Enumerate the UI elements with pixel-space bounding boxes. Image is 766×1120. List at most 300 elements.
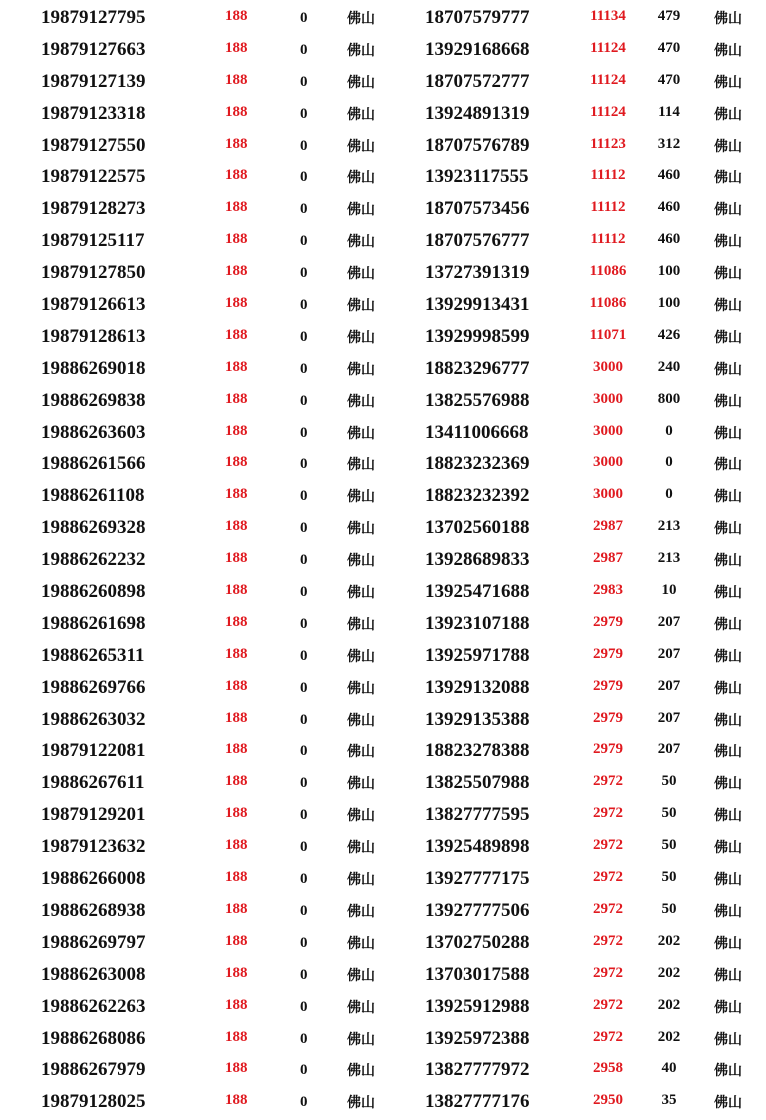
city-left: 佛山	[347, 553, 375, 570]
zero-value: 0	[300, 392, 308, 409]
list-row	[0, 1052, 766, 1084]
price-left: 188	[225, 964, 248, 981]
list-row	[0, 606, 766, 638]
zero-value: 0	[300, 488, 308, 505]
price-right: 11112	[590, 231, 626, 248]
city-left: 佛山	[347, 616, 375, 633]
value-right: 460	[657, 199, 681, 216]
number-right: 13929998599	[425, 325, 530, 347]
number-left: 19879127850	[41, 262, 146, 284]
city-right: 佛山	[714, 776, 742, 793]
number-left: 19886269018	[41, 357, 146, 379]
value-right: 312	[657, 135, 681, 152]
city-right: 佛山	[714, 616, 742, 633]
price-right: 11124	[590, 71, 626, 88]
number-right: 13411006668	[425, 421, 529, 443]
number-left: 19879122081	[41, 740, 146, 762]
price-left: 188	[225, 518, 248, 535]
value-right: 240	[657, 358, 681, 375]
city-left: 佛山	[347, 74, 375, 91]
number-right: 13929913431	[425, 294, 530, 316]
city-left: 佛山	[347, 393, 375, 410]
city-right: 佛山	[714, 744, 742, 761]
list-row	[0, 64, 766, 96]
value-right: 50	[661, 837, 677, 854]
zero-value: 0	[300, 10, 308, 26]
price-left: 188	[225, 167, 248, 184]
city-right: 佛山	[714, 840, 742, 857]
price-right: 11112	[590, 167, 626, 184]
list-row	[0, 351, 766, 383]
value-right: 213	[657, 550, 681, 567]
price-right: 2972	[593, 932, 623, 949]
number-left: 19879123632	[41, 836, 146, 858]
value-right: 100	[657, 295, 681, 312]
list-row	[0, 223, 766, 255]
city-right: 佛山	[714, 1063, 742, 1080]
number-right: 13927777506	[425, 899, 530, 921]
list-row	[0, 1084, 766, 1116]
zero-value: 0	[300, 711, 308, 728]
price-left: 188	[225, 869, 248, 886]
price-right: 2979	[593, 645, 623, 662]
city-left: 佛山	[347, 298, 375, 315]
price-right: 11124	[590, 103, 626, 120]
number-right: 18823296777	[425, 357, 530, 379]
price-left: 188	[225, 486, 248, 503]
zero-value: 0	[300, 360, 308, 377]
price-left: 188	[225, 645, 248, 662]
zero-value: 0	[300, 743, 308, 760]
price-left: 188	[225, 613, 248, 630]
list-row	[0, 574, 766, 606]
zero-value: 0	[300, 902, 308, 919]
price-right: 3000	[593, 454, 623, 471]
price-right: 11112	[590, 199, 626, 216]
number-right: 13929135388	[425, 708, 530, 730]
price-left: 188	[225, 390, 248, 407]
number-right: 13702750288	[425, 931, 530, 953]
zero-value: 0	[300, 265, 308, 282]
zero-value: 0	[300, 520, 308, 537]
number-right: 18823232392	[425, 485, 530, 507]
list-row	[0, 957, 766, 989]
list-row	[0, 989, 766, 1021]
city-left: 佛山	[347, 489, 375, 506]
list-row	[0, 670, 766, 702]
price-left: 188	[225, 358, 248, 375]
city-right: 佛山	[714, 585, 742, 602]
price-right: 2979	[593, 613, 623, 630]
list-row	[0, 0, 766, 32]
number-right: 13923107188	[425, 612, 530, 634]
city-left: 佛山	[347, 1095, 375, 1112]
number-left: 19879126613	[41, 294, 146, 316]
list-row	[0, 446, 766, 478]
price-left: 188	[225, 103, 248, 120]
price-left: 188	[225, 677, 248, 694]
price-left: 188	[225, 39, 248, 56]
zero-value: 0	[300, 233, 308, 250]
city-right: 佛山	[714, 234, 742, 251]
zero-value: 0	[300, 775, 308, 792]
price-left: 188	[225, 932, 248, 949]
city-left: 佛山	[347, 329, 375, 346]
city-right: 佛山	[714, 967, 742, 984]
number-left: 19879127550	[41, 134, 146, 156]
city-left: 佛山	[347, 967, 375, 984]
value-right: 202	[657, 964, 681, 981]
number-left: 19886260898	[41, 581, 146, 603]
value-right: 207	[657, 677, 681, 694]
city-right: 佛山	[714, 935, 742, 952]
number-left: 19879128613	[41, 325, 146, 347]
zero-value: 0	[300, 105, 308, 122]
value-right: 470	[657, 39, 681, 56]
number-right: 18823278388	[425, 740, 530, 762]
city-left: 佛山	[347, 935, 375, 952]
city-right: 佛山	[714, 648, 742, 665]
price-left: 188	[225, 709, 248, 726]
zero-value: 0	[300, 998, 308, 1015]
city-left: 佛山	[347, 712, 375, 729]
price-left: 188	[225, 231, 248, 248]
price-left: 188	[225, 837, 248, 854]
price-left: 188	[225, 900, 248, 917]
number-left: 19886263008	[41, 963, 146, 985]
number-right: 13929132088	[425, 676, 530, 698]
number-left: 19886262263	[41, 995, 146, 1017]
city-left: 佛山	[347, 361, 375, 378]
value-right: 800	[657, 390, 681, 407]
number-left: 19886261566	[41, 453, 146, 475]
number-left: 19886261698	[41, 612, 146, 634]
city-right: 佛山	[714, 106, 742, 123]
number-right: 13827777176	[425, 1091, 530, 1113]
number-right: 13924891319	[425, 102, 530, 124]
number-left: 19879123318	[41, 102, 146, 124]
city-left: 佛山	[347, 808, 375, 825]
city-left: 佛山	[347, 11, 375, 27]
number-left: 19879122575	[41, 166, 146, 188]
list-row	[0, 925, 766, 957]
city-left: 佛山	[347, 585, 375, 602]
city-right: 佛山	[714, 808, 742, 825]
city-left: 佛山	[347, 680, 375, 697]
list-row	[0, 893, 766, 925]
city-left: 佛山	[347, 521, 375, 538]
price-right: 11086	[589, 263, 627, 280]
value-right: 470	[657, 71, 681, 88]
price-right: 2987	[593, 518, 623, 535]
number-right: 13927777175	[425, 868, 530, 890]
zero-value: 0	[300, 839, 308, 856]
price-right: 2979	[593, 709, 623, 726]
list-row	[0, 765, 766, 797]
zero-value: 0	[300, 41, 308, 58]
list-row	[0, 319, 766, 351]
city-right: 佛山	[714, 74, 742, 91]
price-right: 2983	[593, 582, 623, 599]
city-right: 佛山	[714, 42, 742, 59]
number-left: 19886262232	[41, 549, 146, 571]
zero-value: 0	[300, 966, 308, 983]
number-left: 19886269328	[41, 517, 146, 539]
price-right: 3000	[593, 486, 623, 503]
price-left: 188	[225, 135, 248, 152]
list-row	[0, 128, 766, 160]
price-right: 2972	[593, 869, 623, 886]
city-left: 佛山	[347, 1063, 375, 1080]
zero-value: 0	[300, 73, 308, 90]
zero-value: 0	[300, 297, 308, 314]
value-right: 460	[657, 231, 681, 248]
value-right: 207	[657, 613, 681, 630]
price-left: 188	[225, 326, 248, 343]
price-right: 2958	[593, 1060, 623, 1077]
city-right: 佛山	[714, 1095, 742, 1112]
city-right: 佛山	[714, 553, 742, 570]
price-left: 188	[225, 295, 248, 312]
value-right: 40	[661, 1060, 677, 1077]
city-right: 佛山	[714, 329, 742, 346]
price-right: 3000	[593, 390, 623, 407]
city-right: 佛山	[714, 872, 742, 889]
zero-value: 0	[300, 552, 308, 569]
number-left: 19879125117	[41, 230, 145, 252]
price-left: 188	[225, 1060, 248, 1077]
zero-value: 0	[300, 615, 308, 632]
number-left: 19886266008	[41, 868, 146, 890]
number-right: 13827777972	[425, 1059, 530, 1081]
list-row	[0, 32, 766, 64]
list-row	[0, 191, 766, 223]
number-left: 19886267979	[41, 1059, 146, 1081]
number-left: 19886269766	[41, 676, 146, 698]
value-right: 460	[657, 167, 681, 184]
city-left: 佛山	[347, 425, 375, 442]
zero-value: 0	[300, 328, 308, 345]
value-right: 426	[657, 326, 681, 343]
price-right: 2987	[593, 550, 623, 567]
list-row	[0, 415, 766, 447]
value-right: 202	[657, 996, 681, 1013]
value-right: 50	[661, 900, 677, 917]
zero-value: 0	[300, 137, 308, 154]
city-left: 佛山	[347, 648, 375, 665]
number-left: 19886269797	[41, 931, 146, 953]
price-left: 188	[225, 741, 248, 758]
zero-value: 0	[300, 1062, 308, 1079]
value-right: 0	[665, 486, 673, 503]
list-row	[0, 287, 766, 319]
city-right: 佛山	[714, 712, 742, 729]
zero-value: 0	[300, 424, 308, 441]
number-right: 18823232369	[425, 453, 530, 475]
price-right: 2972	[593, 1028, 623, 1045]
city-left: 佛山	[347, 170, 375, 187]
list-row	[0, 383, 766, 415]
price-left: 188	[225, 805, 248, 822]
price-left: 188	[225, 582, 248, 599]
number-right: 18707573456	[425, 198, 530, 220]
price-right: 3000	[593, 422, 623, 439]
city-left: 佛山	[347, 42, 375, 59]
zero-value: 0	[300, 1030, 308, 1047]
city-left: 佛山	[347, 840, 375, 857]
value-right: 202	[657, 1028, 681, 1045]
city-right: 佛山	[714, 170, 742, 187]
price-left: 188	[225, 996, 248, 1013]
city-right: 佛山	[714, 361, 742, 378]
number-right: 13727391319	[425, 262, 530, 284]
value-right: 50	[661, 805, 677, 822]
value-right: 35	[661, 1092, 677, 1109]
number-right: 13825576988	[425, 389, 530, 411]
value-right: 50	[661, 773, 677, 790]
city-left: 佛山	[347, 999, 375, 1016]
number-left: 19879127139	[41, 70, 146, 92]
price-right: 11123	[590, 135, 626, 152]
city-left: 佛山	[347, 138, 375, 155]
city-right: 佛山	[714, 202, 742, 219]
list-row	[0, 542, 766, 574]
city-left: 佛山	[347, 457, 375, 474]
list-row	[0, 702, 766, 734]
number-left: 19886261108	[41, 485, 145, 507]
price-right: 2950	[593, 1092, 623, 1109]
city-left: 佛山	[347, 266, 375, 283]
value-right: 0	[665, 422, 673, 439]
city-left: 佛山	[347, 776, 375, 793]
price-right: 2972	[593, 900, 623, 917]
zero-value: 0	[300, 871, 308, 888]
price-right: 11134	[590, 8, 626, 24]
price-right: 11086	[589, 295, 627, 312]
city-right: 佛山	[714, 138, 742, 155]
number-right: 13825507988	[425, 772, 530, 794]
price-right: 2972	[593, 837, 623, 854]
price-right: 2972	[593, 964, 623, 981]
number-right: 13925489898	[425, 836, 530, 858]
city-right: 佛山	[714, 680, 742, 697]
price-left: 188	[225, 422, 248, 439]
price-right: 2972	[593, 805, 623, 822]
list-row	[0, 510, 766, 542]
price-left: 188	[225, 71, 248, 88]
number-right: 13702560188	[425, 517, 530, 539]
value-right: 114	[658, 103, 680, 120]
number-left: 19886265311	[41, 644, 145, 666]
price-right: 2972	[593, 996, 623, 1013]
number-right: 18707579777	[425, 7, 530, 28]
number-right: 13923117555	[425, 166, 529, 188]
price-left: 188	[225, 199, 248, 216]
price-left: 188	[225, 773, 248, 790]
city-left: 佛山	[347, 202, 375, 219]
zero-value: 0	[300, 1094, 308, 1111]
price-right: 2979	[593, 741, 623, 758]
city-left: 佛山	[347, 872, 375, 889]
city-right: 佛山	[714, 903, 742, 920]
price-left: 188	[225, 8, 248, 24]
zero-value: 0	[300, 647, 308, 664]
number-left: 19886269838	[41, 389, 146, 411]
city-left: 佛山	[347, 744, 375, 761]
value-right: 479	[657, 8, 681, 24]
number-left: 19879127663	[41, 38, 146, 60]
number-right: 13925471688	[425, 581, 530, 603]
number-left: 19879128025	[41, 1091, 146, 1113]
city-right: 佛山	[714, 425, 742, 442]
value-right: 207	[657, 709, 681, 726]
zero-value: 0	[300, 169, 308, 186]
number-left: 19879127795	[41, 7, 146, 28]
city-right: 佛山	[714, 489, 742, 506]
number-right: 13925972388	[425, 1027, 530, 1049]
zero-value: 0	[300, 584, 308, 601]
city-left: 佛山	[347, 234, 375, 251]
zero-value: 0	[300, 934, 308, 951]
number-left: 19886268938	[41, 899, 146, 921]
list-row	[0, 255, 766, 287]
city-right: 佛山	[714, 11, 742, 27]
number-right: 13925971788	[425, 644, 530, 666]
list-row	[0, 829, 766, 861]
number-left: 19886263603	[41, 421, 146, 443]
zero-value: 0	[300, 807, 308, 824]
list-row	[0, 861, 766, 893]
city-right: 佛山	[714, 999, 742, 1016]
list-row	[0, 478, 766, 510]
number-left: 19886263032	[41, 708, 146, 730]
city-left: 佛山	[347, 106, 375, 123]
list-row	[0, 159, 766, 191]
zero-value: 0	[300, 679, 308, 696]
list-row	[0, 96, 766, 128]
city-right: 佛山	[714, 457, 742, 474]
price-left: 188	[225, 263, 248, 280]
city-right: 佛山	[714, 266, 742, 283]
value-right: 213	[657, 518, 681, 535]
zero-value: 0	[300, 456, 308, 473]
number-left: 19886267611	[41, 772, 145, 794]
number-right: 13703017588	[425, 963, 530, 985]
number-right: 18707576789	[425, 134, 530, 156]
price-right: 11124	[590, 39, 626, 56]
value-right: 202	[657, 932, 681, 949]
value-right: 0	[665, 454, 673, 471]
city-left: 佛山	[347, 903, 375, 920]
price-right: 11071	[589, 326, 627, 343]
price-left: 188	[225, 454, 248, 471]
price-left: 188	[225, 550, 248, 567]
city-right: 佛山	[714, 298, 742, 315]
number-left: 19886268086	[41, 1027, 146, 1049]
number-right: 18707576777	[425, 230, 530, 252]
number-left: 19879129201	[41, 804, 146, 826]
price-right: 2972	[593, 773, 623, 790]
number-right: 13827777595	[425, 804, 530, 826]
number-right: 18707572777	[425, 70, 530, 92]
number-right: 13928689833	[425, 549, 530, 571]
value-right: 100	[657, 263, 681, 280]
price-left: 188	[225, 1028, 248, 1045]
city-right: 佛山	[714, 393, 742, 410]
number-right: 13929168668	[425, 38, 530, 60]
city-left: 佛山	[347, 1031, 375, 1048]
list-row	[0, 733, 766, 765]
